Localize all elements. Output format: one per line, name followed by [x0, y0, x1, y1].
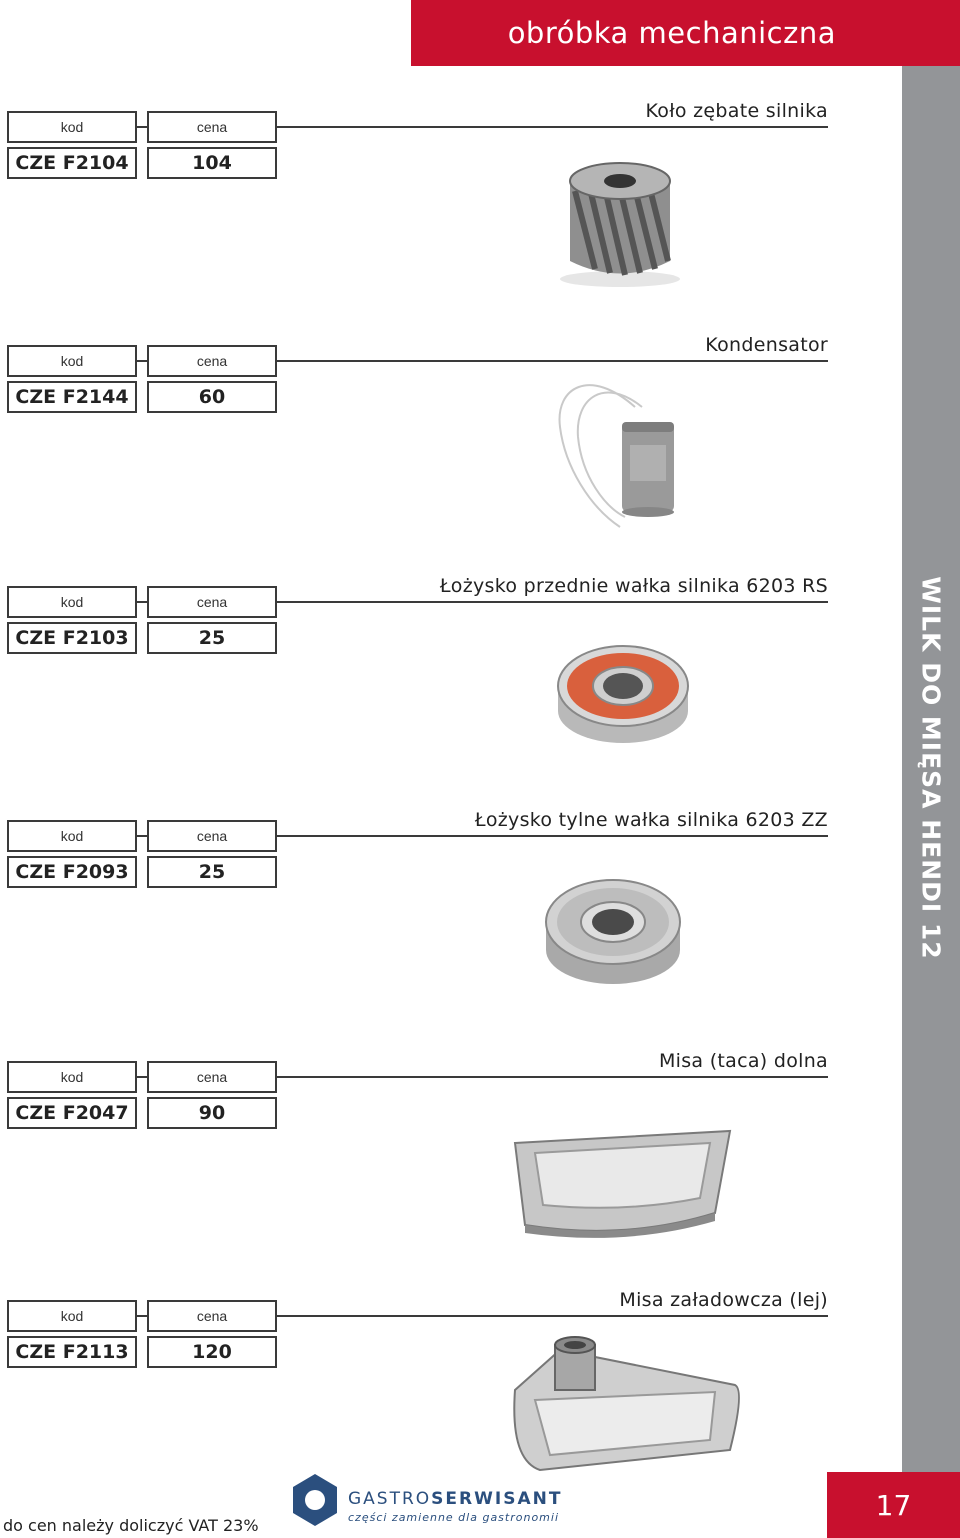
brand-name-part2: SERWISANT	[431, 1489, 563, 1509]
cena-label: cena	[196, 119, 228, 135]
kod-label-box	[7, 820, 137, 852]
cena-label: cena	[196, 594, 228, 610]
kod-value: CZE F2047	[15, 1102, 129, 1124]
brand-logo	[290, 1472, 563, 1528]
kod-label: kod	[60, 1069, 84, 1085]
connector-tick	[137, 601, 147, 603]
kod-value-box	[7, 1097, 137, 1129]
product-name: Kondensator	[705, 334, 828, 356]
cena-value: 104	[192, 152, 232, 174]
kod-label: kod	[60, 828, 84, 844]
hexagon-logo-icon	[290, 1472, 340, 1528]
title-rule	[277, 601, 828, 603]
cena-value: 25	[198, 627, 226, 649]
product-name: Łożysko tylne wałka silnika 6203 ZZ	[474, 809, 828, 831]
cena-label-box	[147, 820, 277, 852]
cena-label: cena	[196, 828, 228, 844]
brand-name	[348, 1489, 562, 1509]
connector-tick	[137, 126, 147, 128]
kod-label-box	[7, 1300, 137, 1332]
title-rule	[277, 126, 828, 128]
cena-value: 120	[192, 1341, 232, 1363]
cena-value: 60	[198, 386, 226, 408]
cena-label: cena	[196, 1069, 228, 1085]
cena-value-box	[147, 381, 277, 413]
brand-tagline: części zamienne dla gastronomii	[348, 1511, 560, 1524]
cena-value-box	[147, 1336, 277, 1368]
cena-label: cena	[196, 1308, 228, 1324]
title-rule	[277, 1315, 828, 1317]
brand-name-part1: GASTRO	[348, 1489, 432, 1509]
cena-value: 25	[198, 861, 226, 883]
product-name: Misa załadowcza (lej)	[619, 1289, 828, 1311]
connector-tick	[137, 1315, 147, 1317]
kod-label-box	[7, 345, 137, 377]
cena-label-box	[147, 111, 277, 143]
cena-value-box	[147, 856, 277, 888]
gear-image	[540, 151, 700, 291]
kod-value: CZE F2093	[15, 861, 129, 883]
header-band	[411, 0, 960, 66]
hopper-image	[500, 1330, 750, 1475]
connector-tick	[137, 835, 147, 837]
title-rule	[277, 835, 828, 837]
kod-label: kod	[60, 1308, 84, 1324]
page-title: obróbka mechaniczna	[507, 16, 836, 50]
side-title: WILK DO MIĘSA HENDI 12	[916, 576, 946, 960]
cena-label-box	[147, 1061, 277, 1093]
tray-image	[495, 1113, 745, 1243]
kod-value-box	[7, 147, 137, 179]
product-name: Łożysko przednie wałka silnika 6203 RS	[439, 575, 828, 597]
kod-value: CZE F2144	[15, 386, 129, 408]
kod-label-box	[7, 111, 137, 143]
kod-label: kod	[60, 594, 84, 610]
cena-value-box	[147, 147, 277, 179]
cena-label-box	[147, 345, 277, 377]
kod-label: kod	[60, 353, 84, 369]
bearing-rs-image	[548, 636, 698, 746]
cena-value: 90	[198, 1102, 226, 1124]
kod-value-box	[7, 856, 137, 888]
kod-label: kod	[60, 119, 84, 135]
kod-value-box	[7, 381, 137, 413]
cena-label: cena	[196, 353, 228, 369]
kod-value: CZE F2103	[15, 627, 129, 649]
page-number: 17	[827, 1472, 960, 1538]
cena-value-box	[147, 622, 277, 654]
cena-label-box	[147, 1300, 277, 1332]
product-name: Koło zębate silnika	[645, 100, 828, 122]
kod-label-box	[7, 586, 137, 618]
kod-value: CZE F2113	[15, 1341, 129, 1363]
vat-note: do cen należy doliczyć VAT 23%	[3, 1516, 259, 1535]
kod-value-box	[7, 1336, 137, 1368]
kod-value: CZE F2104	[15, 152, 129, 174]
cena-label-box	[147, 586, 277, 618]
connector-tick	[137, 360, 147, 362]
title-rule	[277, 1076, 828, 1078]
kod-value-box	[7, 622, 137, 654]
cena-value-box	[147, 1097, 277, 1129]
title-rule	[277, 360, 828, 362]
capacitor-image	[550, 367, 700, 542]
connector-tick	[137, 1076, 147, 1078]
bearing-zz-image	[538, 872, 688, 987]
product-name: Misa (taca) dolna	[658, 1050, 828, 1072]
kod-label-box	[7, 1061, 137, 1093]
